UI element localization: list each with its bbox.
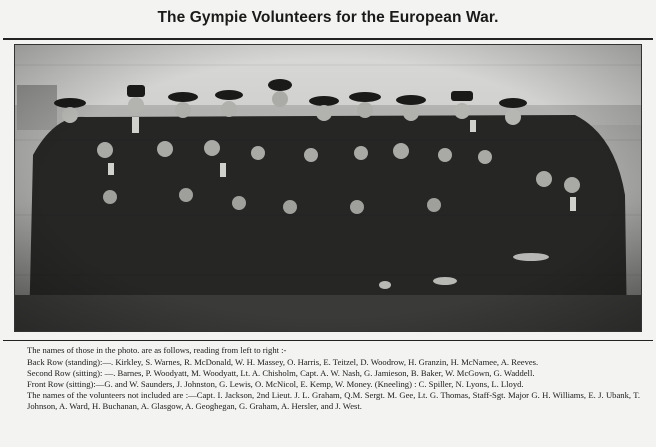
- group-photo: [14, 44, 642, 332]
- caption-intro: The names of those in the photo. are as follows, reading from left to right :-: [27, 345, 287, 355]
- headline: The Gympie Volunteers for the European War.: [157, 9, 499, 26]
- back-row-names: —. Kirkley, S. Warnes, R. McDonald, W. H. Massey, O. Harris, E. Teitzel, D. Woodrow, H. Granzin, H. McNamee, A. Reeves.: [102, 356, 539, 367]
- second-row-line: [27, 368, 640, 379]
- back-row-label: Back Row (standing):: [27, 356, 103, 367]
- front-row-line: [27, 379, 640, 390]
- second-row-names: —. Barnes, P. Woodyatt, M. Woodyatt, Lt. A. Chisholm, Capt. A. W. Nash, G. Jamieson, B. Baker, W. McGown, G. Waddell.: [104, 367, 535, 378]
- second-row-label: Second Row (sitting):: [27, 367, 103, 378]
- back-row-line: [27, 357, 640, 368]
- front-row-names: —G. and W. Saunders, J. Johnston, G. Lewis, O. McNicol, E. Kemp, W. Money.: [95, 378, 373, 389]
- caption-rule: [3, 340, 653, 341]
- top-rule: [3, 38, 653, 40]
- kneeling-label: (Kneeling) :: [374, 378, 417, 389]
- photo-caption: [27, 345, 640, 411]
- front-row-label: Front Row (sitting):: [27, 378, 96, 389]
- not-included-line: The names of the volunteers not included are :—Capt. I. Jackson, 2nd Lieut. J. L. Graham, Q.M. Sergt. M. Gee, Lt. G. Thomas, Staff-Sgt. Major G. H. Williams, E. J. Ubank, T. Johnson, A. Ward, H. Buchanan, A. Glasgow, A. Geoghegan, G. Graham, A. Hersler, and J. West.: [27, 389, 640, 411]
- group-photo-icon: [15, 45, 641, 331]
- kneeling-names: C. Spiller, N. Lyons, L. Lloyd.: [418, 378, 524, 389]
